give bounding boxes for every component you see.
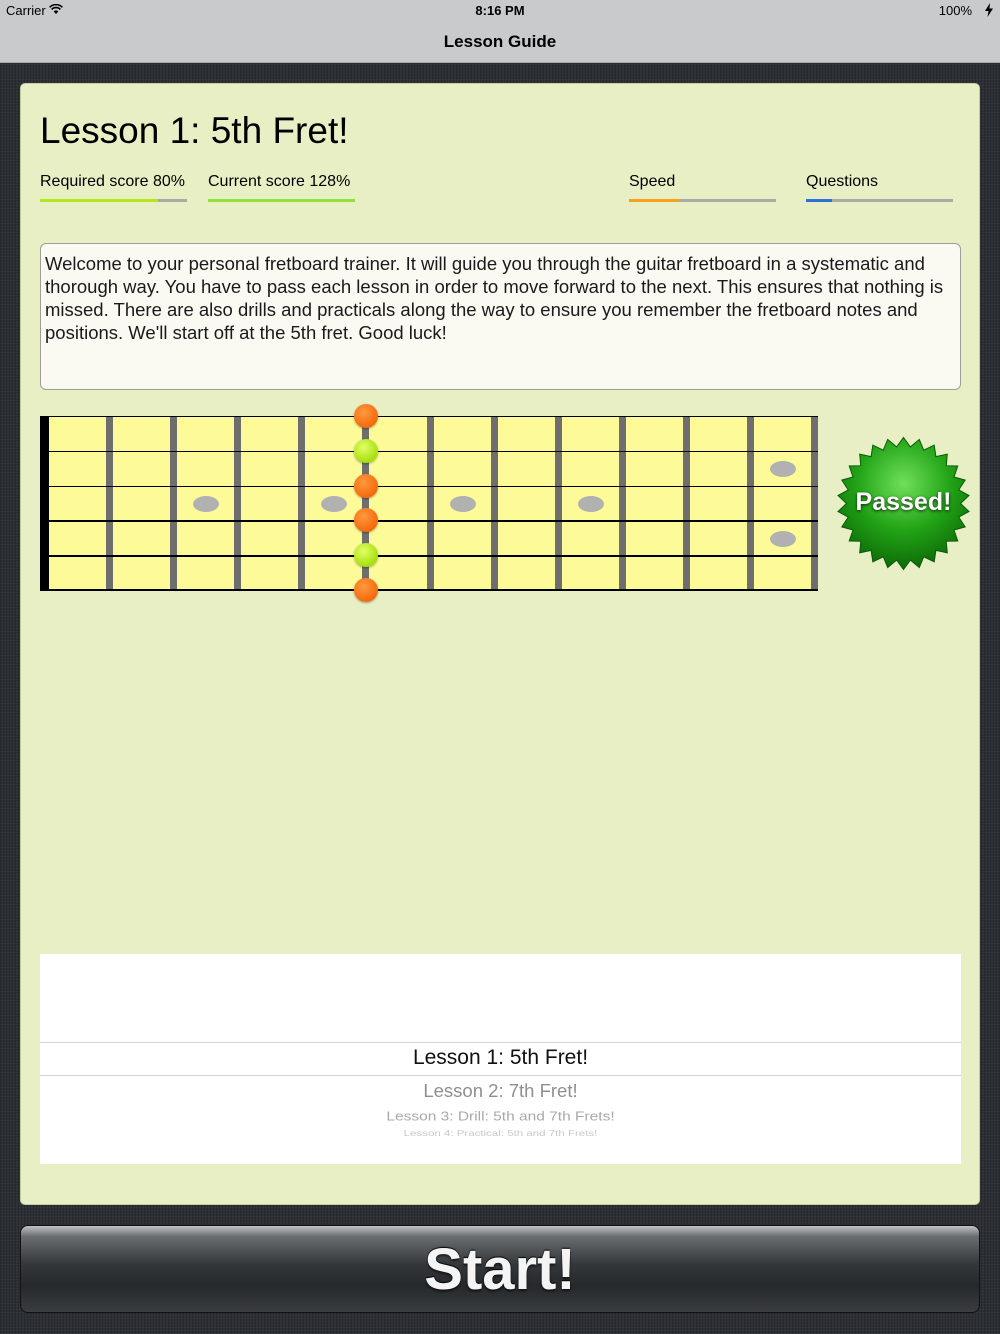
fret-wire — [811, 416, 818, 591]
fret-wire — [106, 416, 113, 591]
lesson-title: Lesson 1: 5th Fret! — [40, 110, 349, 151]
nav-title: Lesson Guide — [443, 32, 557, 51]
current-score-metric — [208, 173, 355, 202]
note-marker-green[interactable] — [354, 439, 378, 463]
picker-item-lesson-1[interactable]: Lesson 1: 5th Fret! — [412, 1046, 589, 1069]
picker-selection-top-line — [40, 1042, 961, 1043]
lesson-panel — [20, 83, 980, 1205]
note-marker-green[interactable] — [354, 543, 378, 567]
fretboard — [40, 416, 818, 591]
navigation-bar — [0, 22, 1000, 63]
speed-metric — [629, 173, 776, 202]
picker-item-lesson-2[interactable]: Lesson 2: 7th Fret! — [423, 1080, 578, 1101]
fret-wire — [555, 416, 562, 591]
note-marker-orange[interactable] — [354, 578, 378, 602]
fretboard-nut — [40, 416, 49, 591]
fret-wire — [619, 416, 626, 591]
speed-bar — [629, 199, 776, 202]
fret-wire — [427, 416, 434, 591]
guitar-string — [40, 451, 818, 452]
battery-label: 100% — [938, 3, 972, 18]
required-score-label: Required score 80% — [40, 173, 185, 190]
picker-item-lesson-4[interactable]: Lesson 4: Practical: 5th and 7th Frets! — [403, 1129, 598, 1139]
guitar-string — [40, 486, 818, 487]
charging-bolt-icon — [984, 3, 994, 17]
note-marker-orange[interactable] — [354, 474, 378, 498]
guitar-string — [40, 416, 818, 417]
fret-wire — [683, 416, 690, 591]
questions-fill — [806, 199, 832, 202]
current-score-bar — [208, 199, 355, 202]
speed-label: Speed — [629, 173, 676, 190]
status-bar — [0, 0, 1000, 22]
start-button[interactable] — [20, 1225, 980, 1313]
lesson-description: Welcome to your personal fretboard trainer. It will guide you through the guitar fretboard in a systematic and thorough way. You have to pass each lesson in order to move forward to the next. This ensures that nothing is missed. There are also drills and practicals along the way to ensure you remember the fretboard notes and positions. We'll start off at the 5th fret. Good luck! — [40, 243, 961, 390]
lesson-picker[interactable] — [40, 954, 961, 1164]
clock-label: 8:16 PM — [475, 3, 525, 18]
start-button-label: Start! — [424, 1237, 576, 1302]
passed-badge-label: Passed! — [855, 488, 952, 516]
note-marker-orange[interactable] — [354, 508, 378, 532]
required-score-bar — [40, 199, 187, 202]
passed-badge — [836, 436, 971, 571]
carrier-label: Carrier — [6, 3, 46, 18]
note-marker-orange[interactable] — [354, 404, 378, 428]
required-score-metric — [40, 173, 187, 202]
fret-wire — [747, 416, 754, 591]
fret-inlay-dot — [321, 496, 347, 512]
required-score-fill — [40, 199, 158, 202]
fret-wire — [491, 416, 498, 591]
guitar-string — [40, 555, 818, 557]
fret-wire — [234, 416, 241, 591]
speed-fill — [629, 199, 680, 202]
fret-inlay-dot — [578, 496, 604, 512]
picker-selection-bottom-line — [40, 1075, 961, 1076]
current-score-label: Current score 128% — [208, 173, 351, 190]
picker-item-lesson-3[interactable]: Lesson 3: Drill: 5th and 7th Frets! — [386, 1109, 615, 1124]
fret-inlay-dot — [450, 496, 476, 512]
fret-inlay-dot — [193, 496, 219, 512]
fret-inlay-dot — [770, 461, 796, 477]
fret-inlay-dot — [770, 531, 796, 547]
current-score-fill — [208, 199, 355, 202]
questions-label: Questions — [806, 173, 879, 190]
fret-wire — [170, 416, 177, 591]
guitar-string — [40, 520, 818, 522]
questions-metric — [806, 173, 953, 202]
questions-bar — [806, 199, 953, 202]
fret-wire — [298, 416, 305, 591]
guitar-string — [40, 589, 818, 591]
